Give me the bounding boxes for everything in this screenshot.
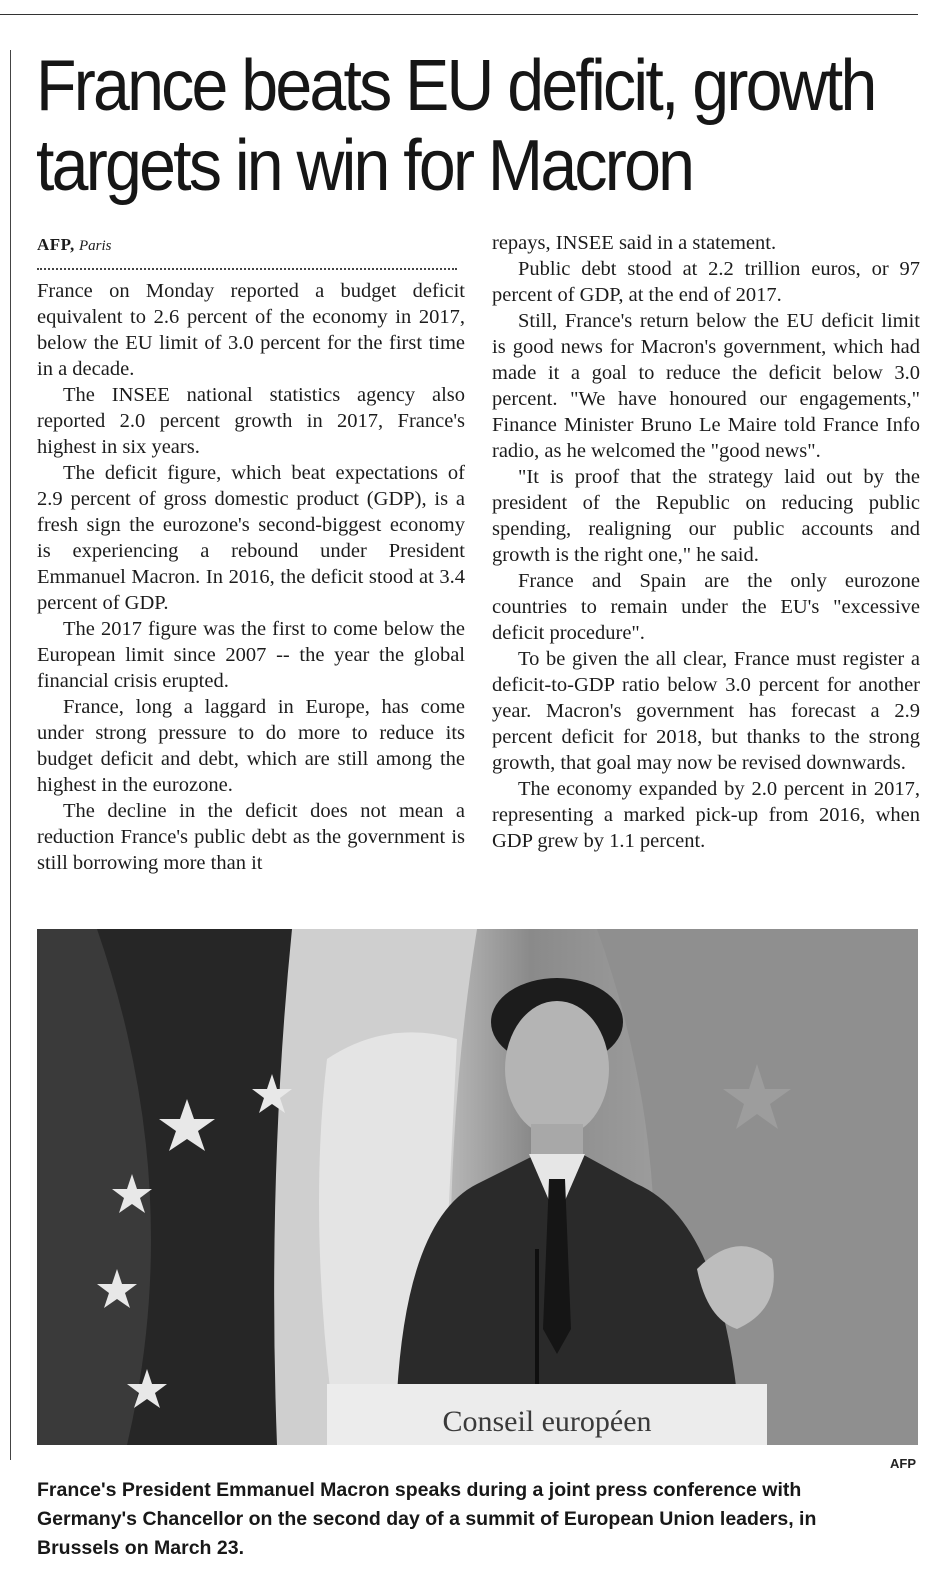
- paragraph: France and Spain are the only eurozone countries to remain under the EU's "excessive deficit procedure".: [492, 570, 920, 644]
- paragraph: The economy expanded by 2.0 percent in 2017, representing a marked pick-up from 2016, when GDP grew by 1.1 percent.: [492, 778, 920, 852]
- caption-line-2: Germany's Chancellor on the second day of a summit of European Union leaders, in: [37, 1508, 817, 1530]
- paragraph: The deficit figure, which beat expectations of 2.9 percent of gross domestic product (GDP), is a fresh sign the eurozone's second-biggest economy is experiencing a rebound under President Emmanuel Macron. In 2016, the deficit stood at 3.4 percent of GDP.: [37, 462, 465, 614]
- caption-line-1: France's President Emmanuel Macron speaks during a joint press conference with: [37, 1479, 802, 1501]
- paragraph: "It is proof that the strategy laid out by the president of the Republic on reducing public spending, realigning our public accounts and growth is the right one," he said.: [492, 466, 920, 566]
- top-rule: [0, 14, 918, 15]
- paragraph: The 2017 figure was the first to come below the European limit since 2007 -- the year the global financial crisis erupted.: [37, 618, 465, 692]
- paragraph: Public debt stood at 2.2 trillion euros, or 97 percent of GDP, at the end of 2017.: [492, 258, 920, 306]
- paragraph: To be given the all clear, France must register a deficit-to-GDP ratio below 3.0 percent for another year. Macron's government has forecast a 2.9 percent deficit for 2018, but thanks to the strong growth, that goal may now be revised downwards.: [492, 648, 920, 774]
- photo-credit: AFP: [890, 1456, 916, 1471]
- headline-line-2: targets in win for Macron: [36, 126, 693, 206]
- left-column-rule: [10, 50, 11, 1460]
- speaker-face: [505, 1001, 609, 1137]
- caption-line-3: Brussels on March 23.: [37, 1537, 244, 1559]
- byline-location: Paris: [79, 238, 112, 254]
- news-photo: [37, 929, 918, 1445]
- byline-dotted-divider: [37, 258, 457, 270]
- paragraph: The INSEE national statistics agency also reported 2.0 percent growth in 2017, France's highest in six years.: [37, 384, 465, 458]
- paragraph: repays, INSEE said in a statement.: [492, 232, 777, 254]
- article-column-left: [37, 230, 465, 876]
- byline: [37, 232, 465, 258]
- article-column-right: [492, 230, 920, 854]
- photo-caption: [37, 1476, 932, 1563]
- paragraph: France on Monday reported a budget deficit equivalent to 2.6 percent of the economy in 2017, below the EU limit of 3.0 percent for the first time in a decade.: [37, 280, 465, 380]
- headline: [36, 46, 875, 206]
- paragraph: France, long a laggard in Europe, has come under strong pressure to do more to reduce its budget deficit and debt, which are still among the highest in the eurozone.: [37, 696, 465, 796]
- headline-line-1: France beats EU deficit, growth: [36, 46, 875, 126]
- byline-agency: AFP,: [37, 235, 75, 254]
- paragraph: The decline in the deficit does not mean a reduction France's public debt as the government is still borrowing more than it: [37, 800, 465, 874]
- paragraph: Still, France's return below the EU deficit limit is good news for Macron's government, which had made it a goal to reduce the deficit below 3.0 percent. "We have honoured our engagements," Finance Minister Bruno Le Maire told France Info radio, as he welcomed the "good news".: [492, 310, 920, 462]
- podium-label: Conseil européen: [442, 1405, 652, 1438]
